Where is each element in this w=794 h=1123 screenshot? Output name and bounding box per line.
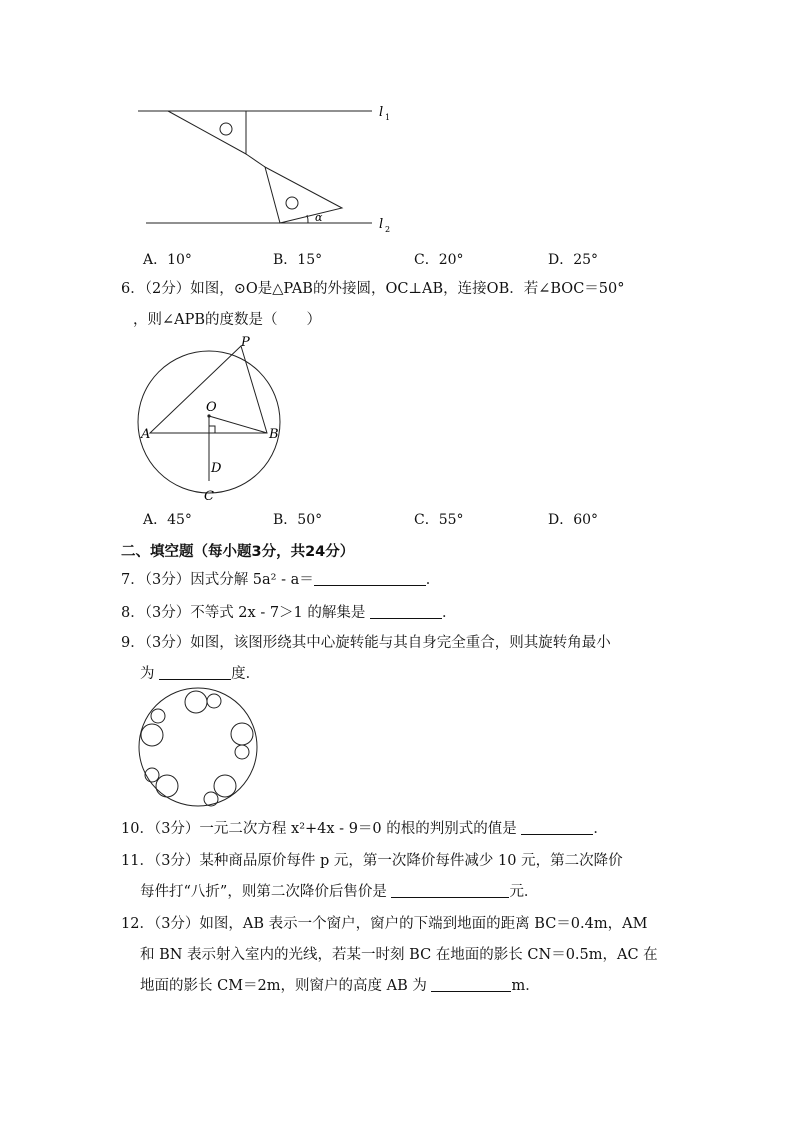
q12-line1: 12．（3分）如图，AB 表示一个窗户，窗户的下端到地面的距离 BC＝0.4m，AM [121,916,648,932]
q11-line1: 11．（3分）某种商品原价每件 p 元，第一次降价每件减少 10 元，第二次降价 [121,853,623,869]
section-2-title: 二、填空题（每小题3分，共24分） [121,544,355,560]
q6-option-a: A．45° [143,512,192,528]
q9-line2-prefix: 为 [140,666,155,682]
lower-set-square-hole [286,197,298,209]
inner-circle-large [214,775,236,797]
q9-answer-blank[interactable] [159,664,231,680]
q12-line3-text: 地面的影长 CM＝2m，则窗户的高度 AB 为 [140,978,427,994]
label-l1-sub: 1 [385,113,391,122]
label-alpha: α [315,211,323,224]
q6-figure [130,332,290,504]
q7-answer-blank[interactable] [314,570,426,586]
inner-circle-small [151,709,165,723]
label-o: O [206,400,217,415]
q5-option-b: B．15° [273,252,323,268]
upper-set-square [168,111,246,154]
label-l2: l [379,217,384,232]
inner-circle-large [141,724,163,746]
q12-answer-blank[interactable] [431,976,511,992]
inner-circle-small [145,768,159,782]
q6-line2: ，则∠APB的度数是（ ） [133,312,322,328]
inner-circle-large [185,691,207,713]
lower-set-square [265,167,342,223]
q5-option-c: C．20° [414,252,464,268]
segment-ob [209,416,267,433]
label-l2-sub: 2 [385,225,391,234]
q8 [121,603,457,623]
right-angle-mark [209,426,215,433]
q9-figure [134,683,264,813]
label-b: B [269,427,279,442]
q11-line2-end: 元． [509,884,539,900]
label-a: A [141,427,151,442]
upper-set-square-hole [220,123,232,135]
q11-answer-blank[interactable] [391,882,509,898]
q5-option-a: A．10° [143,252,192,268]
q6-option-c: C．55° [414,512,464,528]
q5-figure [130,96,400,236]
q8-end: ． [442,605,457,621]
q6-option-d: D．60° [548,512,599,528]
q12-line3-end: m． [511,978,540,994]
ruler-edge [246,154,265,167]
q9-line1: 9．（3分）如图，该图形绕其中心旋转能与其自身完全重合，则其旋转角最小 [121,635,611,651]
q8-text: 8．（3分）不等式 2x - 7＞1 的解集是 [121,605,366,621]
inner-circle-large [156,775,178,797]
label-l1: l [379,105,384,120]
q9-line2-suffix: 度． [231,666,261,682]
q11-line2 [140,882,538,902]
label-c: C [204,489,214,504]
inner-circle-large [231,723,253,745]
q12-line2: 和 BN 表示射入室内的光线，若某一时刻 BC 在地面的影长 CN＝0.5m，AC 在 [140,947,658,963]
q10 [121,819,608,839]
label-d: D [211,461,222,476]
q10-end: ． [593,821,608,837]
q6-option-b: B．50° [273,512,323,528]
q9-line2 [140,664,260,684]
q11-line2-text: 每件打“八折”，则第二次降价后售价是 [140,884,387,900]
label-p: P [241,335,250,350]
inner-circle-small [207,694,221,708]
q7-text: 7．（3分）因式分解 5a² - a＝ [121,572,314,588]
q7 [121,570,440,590]
inner-circle-small [235,745,249,759]
q8-answer-blank[interactable] [370,603,442,619]
q12-line3 [140,976,540,996]
q6-line1: 6．（2分）如图，⊙O是△PAB的外接圆，OC⊥AB，连接OB．若∠BOC＝50° [121,281,625,297]
inner-circle-small [204,792,218,806]
q7-end: ． [425,572,441,588]
q10-answer-blank[interactable] [521,819,593,835]
q10-text: 10．（3分）一元二次方程 x²+4x - 9＝0 的根的判别式的值是 [121,821,517,837]
q5-option-d: D．25° [548,252,599,268]
